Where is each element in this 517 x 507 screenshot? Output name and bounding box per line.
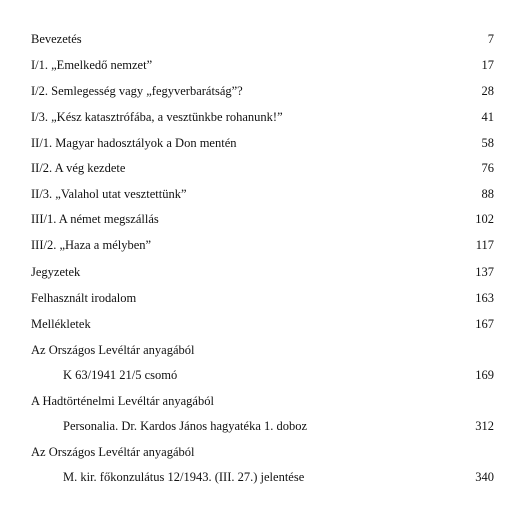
toc-entry-title: M. kir. főkonzulátus 12/1943. (III. 27.) jelentése [63,470,305,484]
toc-entry-page: 58 [481,136,494,150]
toc-entry-section-heading [31,393,494,409]
toc-entry-page: 7 [487,32,494,46]
toc-entry-chapter-1-2 [31,83,494,99]
toc-entry-title: Az Országos Levéltár anyagából [31,445,195,459]
toc-entry-felhasznalt-irodalom [31,290,494,306]
toc-entry-chapter-2-1 [31,135,494,151]
toc-entry-page: 28 [481,84,494,98]
toc-entry-page: 41 [481,110,494,124]
toc-entry-subitem [31,469,494,485]
toc-entry-chapter-2-3 [31,186,494,202]
toc-entry-title: III/1. A német megszállás [31,212,159,226]
toc-entry-page: 88 [481,187,494,201]
toc-entry-page: 169 [475,368,494,382]
toc-entry-title: A Hadtörténelmi Levéltár anyagából [31,394,214,408]
toc-entry-title: I/3. „Kész katasztrófába, a vesztünkbe rohanunk!” [31,110,283,124]
toc-entry-page: 340 [475,470,494,484]
toc-entry-title: Felhasznált irodalom [31,291,137,305]
toc-entry-subitem [31,418,494,434]
toc-entry-title: II/3. „Valahol utat vesztettünk” [31,187,187,201]
toc-entry-page: 312 [475,419,494,433]
toc-entry-title: K 63/1941 21/5 csomó [63,368,178,382]
toc-entry-jegyzetek [31,264,494,280]
toc-entry-title: II/2. A vég kezdete [31,161,126,175]
toc-entry-title: Personalia. Dr. Kardos János hagyatéka 1. doboz [63,419,308,433]
toc-entry-page: 17 [481,58,494,72]
toc-entry-page: 102 [475,212,494,226]
toc-entry-page: 137 [475,265,494,279]
toc-entry-chapter-1-3 [31,109,494,125]
toc-entry-chapter-3-2 [31,237,494,253]
toc-entry-title: II/1. Magyar hadosztályok a Don mentén [31,136,237,150]
toc-entry-page: 167 [475,317,494,331]
toc-entry-page: 117 [475,238,494,252]
toc-entry-mellekletek [31,316,494,332]
toc-entry-title: I/1. „Emelkedő nemzet” [31,58,153,72]
toc-entry-chapter-3-1 [31,211,494,227]
toc-entry-title: Az Országos Levéltár anyagából [31,343,195,357]
toc-entry-title: III/2. „Haza a mélyben” [31,238,152,252]
toc-entry-title: Jegyzetek [31,265,81,279]
toc-entry-chapter-2-2 [31,160,494,176]
toc-entry-title: Mellékletek [31,317,91,331]
toc-entry-section-heading [31,342,494,358]
toc-entry-bevezetes [31,31,494,47]
toc-entry-title: Bevezetés [31,32,82,46]
toc-entry-section-heading [31,444,494,460]
toc-entry-subitem [31,367,494,383]
toc-entry-title: I/2. Semlegesség vagy „fegyverbarátság”? [31,84,243,98]
toc-entry-page: 163 [475,291,494,305]
toc-entry-page: 76 [481,161,494,175]
toc-entry-chapter-1-1 [31,57,494,73]
